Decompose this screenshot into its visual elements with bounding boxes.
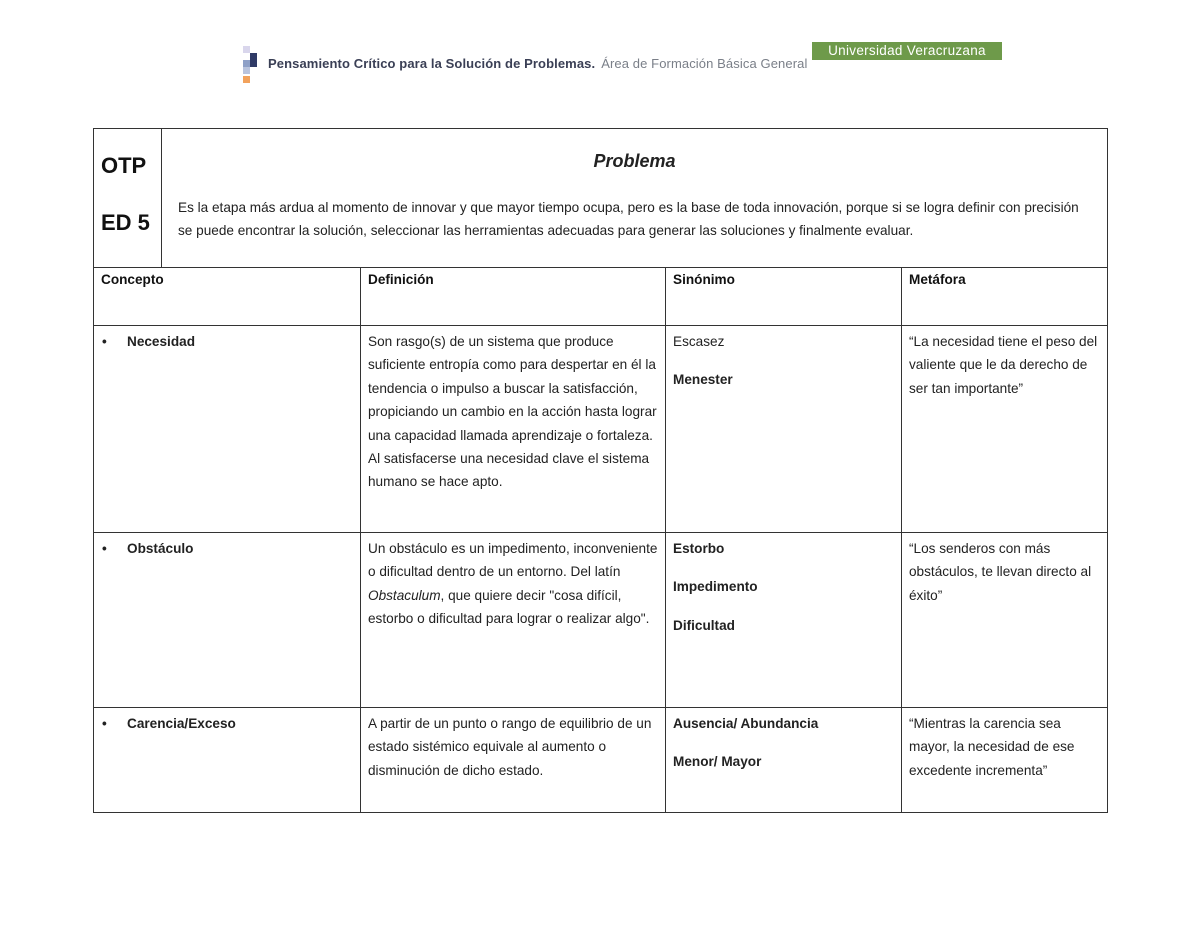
- concept-cell: [94, 533, 361, 708]
- metaphor-cell: “Mientras la carencia sea mayor, la necesidad de ese excedente incrementa”: [902, 708, 1108, 813]
- table-row: [94, 533, 1108, 708]
- synonym-cell: [666, 708, 902, 813]
- synonym-item: Menester: [673, 372, 733, 388]
- header-row: [94, 268, 1108, 326]
- synonym-cell: [666, 326, 902, 533]
- code-ed: ED 5: [101, 210, 150, 235]
- concept-cell: [94, 708, 361, 813]
- concept-label: Necesidad: [127, 334, 196, 349]
- problem-description: Es la etapa más ardua al momento de innovar y que mayor tiempo ocupa, pero es la base de toda innovación, porque si se logra definir con precisión se puede encontrar la solución, seleccionar las herramientas adecuadas para generar las soluciones y finalmente evaluar.: [178, 200, 1079, 238]
- synonym-item: Menor/ Mayor: [673, 754, 762, 770]
- synonym-cell: [666, 533, 902, 708]
- university-logo-icon: [243, 46, 263, 86]
- column-header-metafora: Metáfora: [902, 268, 1108, 326]
- table-row: [94, 708, 1108, 813]
- bullet-icon: •: [102, 716, 107, 731]
- column-header-concepto: Concepto: [94, 268, 361, 326]
- concept-label: Obstáculo: [127, 541, 194, 556]
- definition-latin-term: Obstaculum: [368, 587, 441, 603]
- code-otp: OTP: [101, 153, 147, 178]
- intro-row: [94, 129, 1108, 268]
- course-area: Área de Formación Básica General: [601, 56, 808, 71]
- synonym-item: Impedimento: [673, 579, 758, 595]
- bullet-icon: •: [102, 541, 107, 556]
- definition-cell: [361, 533, 666, 708]
- column-header-definicion: Definición: [361, 268, 666, 326]
- table-row: [94, 326, 1108, 533]
- problem-title: Problema: [593, 151, 676, 171]
- concept-label: Carencia/Exceso: [127, 716, 236, 731]
- synonym-item: Estorbo: [673, 541, 725, 556]
- definition-cell: A partir de un punto o rango de equilibrio de un estado sistémico equivale al aumento o disminución de dicho estado.: [361, 708, 666, 813]
- definition-cell: Son rasgo(s) de un sistema que produce suficiente entropía como para despertar en él la tendencia o impulso a buscar la satisfacción, propiciando un cambio en la acción hasta lograr una capacidad llamada aprendizaje o fortaleza. Al satisfacerse una necesidad clave el sistema humano se hace apto.: [361, 326, 666, 533]
- problem-cell: [162, 129, 1108, 268]
- metaphor-cell: “La necesidad tiene el peso del valiente que le da derecho de ser tan importante”: [902, 326, 1108, 533]
- university-badge: Universidad Veracruzana: [812, 42, 1002, 60]
- definition-text: , que quiere decir "cosa difícil, estorbo o dificultad para lograr o realizar algo".: [368, 587, 650, 627]
- code-cell: [94, 129, 162, 268]
- course-header: [268, 56, 807, 71]
- concept-cell: [94, 326, 361, 533]
- metaphor-cell: “Los senderos con más obstáculos, te llevan directo al éxito”: [902, 533, 1108, 708]
- course-title: Pensamiento Crítico para la Solución de Problemas.: [268, 56, 596, 71]
- synonym-item: Ausencia/ Abundancia: [673, 716, 819, 731]
- column-header-sinonimo: Sinónimo: [666, 268, 902, 326]
- concept-table: [93, 128, 1108, 813]
- synonym-item: Dificultad: [673, 617, 735, 633]
- synonym-item: Escasez: [673, 334, 725, 349]
- definition-text: Un obstáculo es un impedimento, inconveniente o dificultad dentro de un entorno. Del latín: [368, 541, 658, 580]
- bullet-icon: •: [102, 334, 107, 349]
